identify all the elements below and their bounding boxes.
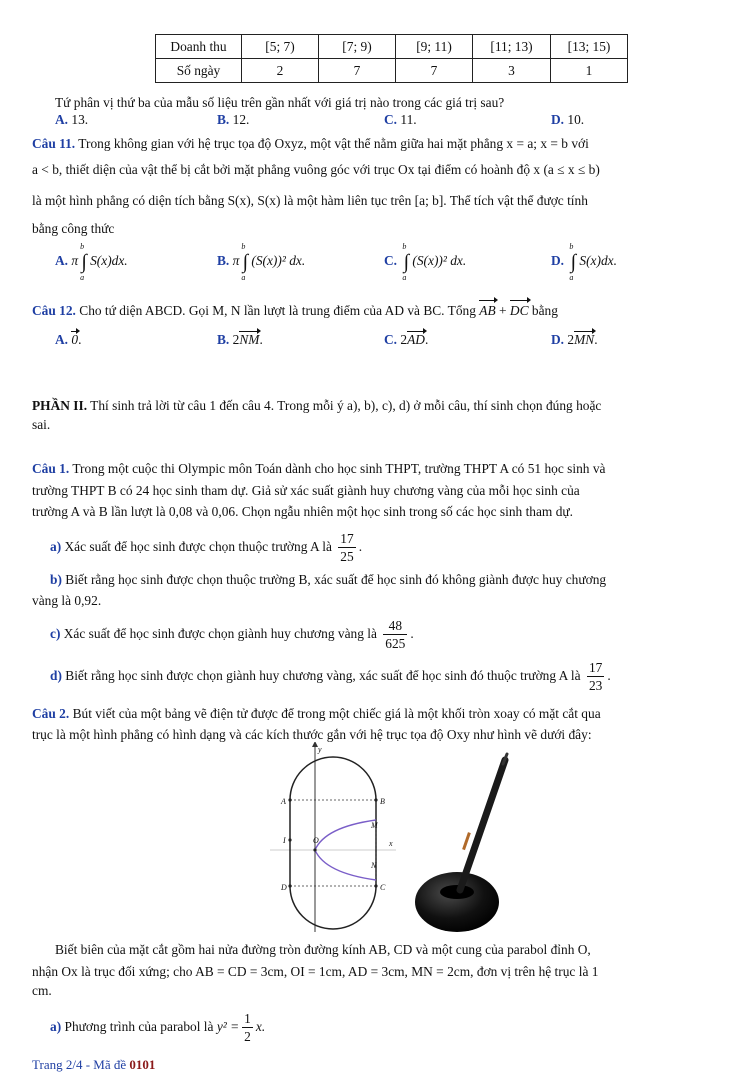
q11-option-d: D. b ∫ a S(x)dx. bbox=[551, 242, 617, 282]
cross-section-figure bbox=[270, 742, 400, 937]
c2-part-a: a) Phương trình của parabol là y² = $\frac{1}{2}$ x. bbox=[50, 1011, 266, 1045]
table-cell: [5; 7) bbox=[242, 35, 319, 59]
table-cell: 2 bbox=[242, 59, 319, 83]
c2-line1: Câu 2. Bút viết của một bảng vẽ điện tử được để trong một chiếc giá là một khối tròn xoay có mặt cắt qua bbox=[32, 706, 601, 721]
label-d: D bbox=[281, 883, 287, 892]
table-cell: 7 bbox=[396, 59, 473, 83]
vector-dc: DC bbox=[509, 303, 529, 318]
q11-line4: bằng công thức bbox=[32, 221, 115, 236]
part2-instruction: PHẦN II. Thí sinh trả lời từ câu 1 đến câu 4. Trong mỗi ý a), b), c), d) ở mỗi câu, thí sinh chọn đúng hoặc bbox=[32, 398, 602, 413]
q12-option-d: D. 2MN. bbox=[551, 332, 598, 347]
c1-line3: trường A và B lần lượt là 0,08 và 0,06. Chọn ngẫu nhiên một học sinh trong số các học sinh tham dự. bbox=[32, 504, 573, 519]
q11-line2: a < b, thiết diện của vật thể bị cắt bởi mặt phẳng vuông góc với trục Ox tại điểm có hoành độ x (a ≤ x ≤ b) bbox=[32, 162, 600, 177]
table-cell: [9; 11) bbox=[396, 35, 473, 59]
q11-option-a: A. π b ∫ a S(x)dx. bbox=[55, 242, 128, 282]
label-b: B bbox=[380, 797, 385, 806]
q10-option-c: C. 11. bbox=[384, 112, 417, 127]
q12-option-c: C. 2AD. bbox=[384, 332, 429, 347]
table-cell: 3 bbox=[473, 59, 551, 83]
label-i: I bbox=[283, 836, 286, 845]
c1-part-d: d) Biết rằng học sinh được chọn giành huy chương vàng, xác suất để học sinh đó thuộc trường A là $\frac{17}{23}$ . bbox=[50, 660, 611, 694]
c2-desc2: nhận Ox là trục đối xứng; cho AB = CD = 3cm, OI = 1cm, AD = 3cm, MN = 2cm, đơn vị trên hệ trục là 1 bbox=[32, 964, 599, 979]
frequency-table bbox=[155, 34, 628, 83]
label-c: C bbox=[380, 883, 386, 892]
label-n: N bbox=[371, 861, 377, 870]
c1-line1: Câu 1. Trong một cuộc thi Olympic môn Toán dành cho học sinh THPT, trường THPT A có 51 học sinh và bbox=[32, 461, 606, 476]
q11-option-b: B. π b ∫ a (S(x))² dx. bbox=[217, 242, 306, 282]
table-row bbox=[156, 59, 628, 83]
label-x: x bbox=[389, 839, 393, 848]
table-row bbox=[156, 35, 628, 59]
label-o: O bbox=[313, 836, 319, 845]
c1-part-b-cont: vàng là 0,92. bbox=[32, 593, 102, 608]
page-footer: Trang 2/4 - Mã đề 0101 bbox=[32, 1057, 156, 1072]
q12-option-b: B. 2NM. bbox=[217, 332, 263, 347]
label-a: A bbox=[281, 797, 286, 806]
label-m: M bbox=[371, 821, 378, 830]
q10-option-d: D. 10. bbox=[551, 112, 585, 127]
table-cell: [13; 15) bbox=[551, 35, 628, 59]
c2-desc1: Biết biên của mặt cắt gồm hai nửa đường tròn đường kính AB, CD và một cung của parabol đỉnh O, bbox=[55, 942, 591, 957]
table-cell: [11; 13) bbox=[473, 35, 551, 59]
q10-option-a: A. 13. bbox=[55, 112, 89, 127]
vector-ab: AB bbox=[479, 303, 496, 318]
c1-part-a: a) Xác suất để học sinh được chọn thuộc trường A là $\frac{17}{25}$ . bbox=[50, 531, 363, 565]
table-cell: 1 bbox=[551, 59, 628, 83]
c1-part-b: b) Biết rằng học sinh được chọn thuộc trường B, xác suất để học sinh đó không giành được huy chương bbox=[50, 572, 607, 587]
c2-line2: trục là một hình phẳng có hình dạng và các kích thước gắn với hệ trục tọa độ Oxy như hình vẽ dưới đây: bbox=[32, 727, 592, 742]
label-y: y bbox=[318, 745, 322, 754]
q12-option-a: A. 0. bbox=[55, 332, 82, 347]
q11-option-c: C. b ∫ a (S(x))² dx. bbox=[384, 242, 467, 282]
table-cell: 7 bbox=[319, 59, 396, 83]
table-cell: Doanh thu bbox=[156, 35, 242, 59]
q10-stem: Tứ phân vị thứ ba của mẫu số liệu trên gần nhất với giá trị nào trong các giá trị sau? bbox=[55, 95, 505, 110]
table-cell: [7; 9) bbox=[319, 35, 396, 59]
q10-option-b: B. 12. bbox=[217, 112, 250, 127]
pen-holder-image bbox=[415, 750, 520, 935]
q11-line1: Câu 11. Trong không gian với hệ trục tọa độ Oxyz, một vật thể nằm giữa hai mặt phẳng x = a; x = b với bbox=[32, 136, 589, 151]
c2-desc3: cm. bbox=[32, 983, 52, 998]
table-cell: Số ngày bbox=[156, 59, 242, 83]
part2-instruction-cont: sai. bbox=[32, 417, 51, 432]
q11-line3: là một hình phẳng có diện tích bằng S(x), S(x) là một hàm liên tục trên [a; b]. Thể tích vật thể được tính bbox=[32, 193, 588, 208]
c1-line2: trường THPT B có 24 học sinh tham dự. Giả sử xác suất giành huy chương vàng của mỗi học sinh của bbox=[32, 483, 580, 498]
q12-stem: Câu 12. Cho tứ diện ABCD. Gọi M, N lần lượt là trung điểm của AD và BC. Tổng AB + DC bằng bbox=[32, 303, 558, 318]
c1-part-c: c) Xác suất để học sinh được chọn giành huy chương vàng là $\frac{48}{625}$ . bbox=[50, 618, 414, 652]
